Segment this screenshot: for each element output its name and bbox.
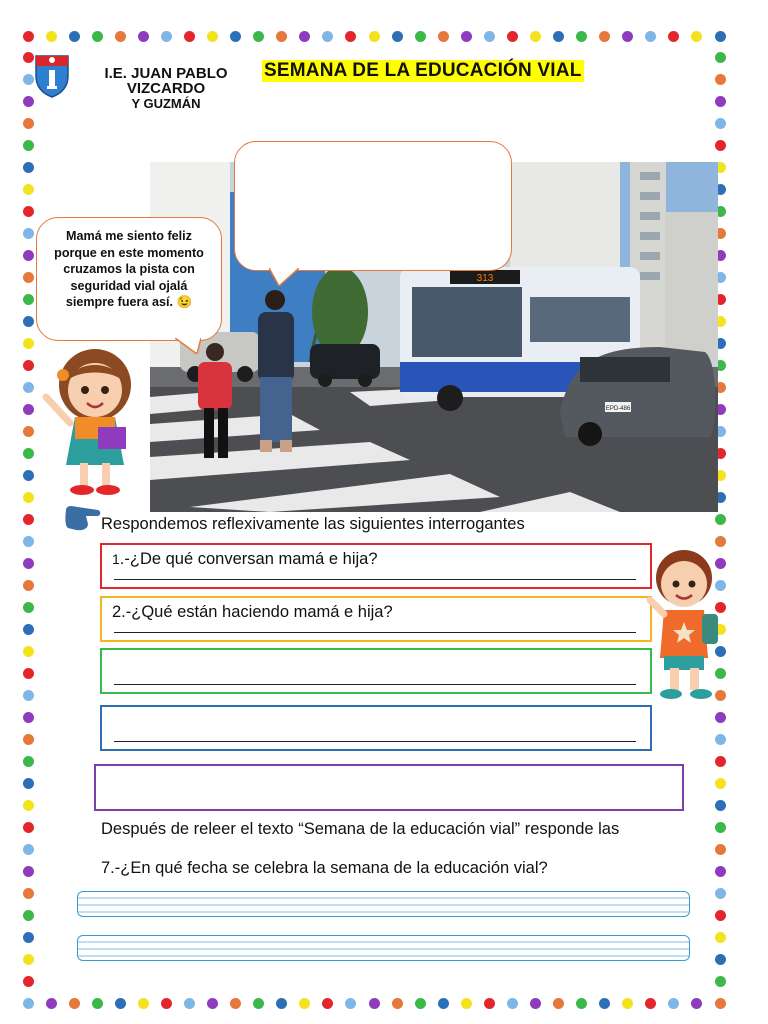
border-dot [715, 712, 726, 723]
border-dot [23, 470, 34, 481]
border-dot [23, 31, 34, 42]
border-dot [23, 426, 34, 437]
border-dot [715, 844, 726, 855]
question-number: 1 [112, 551, 120, 567]
border-dot [691, 31, 702, 42]
border-dot [415, 998, 426, 1009]
question-label: 2.-¿Qué están haciendo mamá e hija? [112, 603, 393, 621]
border-dot [23, 140, 34, 151]
border-dot [715, 96, 726, 107]
border-dot [23, 118, 34, 129]
border-dot [576, 31, 587, 42]
border-dot [23, 360, 34, 371]
answer-underline [114, 684, 636, 685]
border-dot [715, 52, 726, 63]
border-dot [23, 910, 34, 921]
border-dot [392, 31, 403, 42]
border-dot [23, 866, 34, 877]
border-dot [23, 580, 34, 591]
question-text [112, 550, 378, 569]
border-dot [622, 31, 633, 42]
bus-route-number: 313 [476, 273, 494, 284]
border-dot [322, 998, 333, 1009]
speech-bubble-mom [36, 217, 222, 341]
border-dot [484, 31, 495, 42]
border-dot [715, 118, 726, 129]
border-dot [23, 294, 34, 305]
school-name-line1: I.E. JUAN PABLO VIZCARDO [104, 65, 228, 97]
border-dot [438, 31, 449, 42]
answer-underline [114, 741, 636, 742]
border-dot [622, 998, 633, 1009]
border-dot [553, 31, 564, 42]
border-dot [715, 800, 726, 811]
border-dot [23, 250, 34, 261]
question-label: .-¿De qué conversan mamá e hija? [119, 550, 378, 568]
border-dot [23, 690, 34, 701]
border-dot [230, 31, 241, 42]
pointing-hand-icon [64, 504, 102, 532]
border-dot [715, 910, 726, 921]
border-dot [138, 31, 149, 42]
border-dot [23, 756, 34, 767]
border-dot [345, 31, 356, 42]
car-plate: EPD-486 [605, 406, 631, 412]
border-dot [484, 998, 495, 1009]
border-dot [369, 998, 380, 1009]
border-dot [23, 272, 34, 283]
border-dot [23, 338, 34, 349]
border-dot [392, 998, 403, 1009]
border-dot [369, 31, 380, 42]
border-dot [253, 998, 264, 1009]
border-dot [23, 712, 34, 723]
border-dot [23, 888, 34, 899]
border-dot [92, 31, 103, 42]
border-dot [23, 492, 34, 503]
border-dot [715, 756, 726, 767]
border-dot [715, 140, 726, 151]
school-crest-icon [32, 52, 72, 98]
border-dot [23, 778, 34, 789]
border-dot [461, 31, 472, 42]
border-dot [668, 31, 679, 42]
border-dot [184, 31, 195, 42]
page-title: SEMANA DE LA EDUCACIÓN VIAL [264, 60, 582, 81]
border-dot [715, 734, 726, 745]
border-dot [715, 866, 726, 877]
border-dot [23, 206, 34, 217]
school-name [76, 66, 256, 111]
border-dot [92, 998, 103, 1009]
border-dot [207, 31, 218, 42]
border-dot [23, 184, 34, 195]
border-dot [715, 998, 726, 1009]
question-box-3[interactable] [100, 648, 652, 694]
border-dot [715, 822, 726, 833]
border-dot [23, 96, 34, 107]
border-dot [715, 954, 726, 965]
border-dot [553, 998, 564, 1009]
border-dot [345, 998, 356, 1009]
question-text [112, 603, 393, 622]
border-dot [715, 31, 726, 42]
border-dot [23, 822, 34, 833]
answer-line-1[interactable] [77, 891, 690, 917]
border-dot [715, 74, 726, 85]
boy-cartoon-icon [646, 548, 722, 704]
border-dot [599, 31, 610, 42]
border-dot [23, 844, 34, 855]
border-dot [438, 998, 449, 1009]
instructions-text: Respondemos reflexivamente las siguientes interrogantes [101, 515, 525, 533]
border-dot [23, 624, 34, 635]
border-dot [161, 998, 172, 1009]
border-dot [207, 998, 218, 1009]
border-dot [23, 668, 34, 679]
border-dot [530, 31, 541, 42]
border-dot [23, 514, 34, 525]
border-dot [115, 31, 126, 42]
border-dot [115, 998, 126, 1009]
border-dot [23, 228, 34, 239]
border-dot [507, 31, 518, 42]
question-box-2[interactable] [100, 596, 652, 642]
border-dot [23, 602, 34, 613]
border-dot [276, 31, 287, 42]
answer-underline [114, 579, 636, 580]
bubble-tail-icon [269, 268, 299, 286]
border-dot [23, 382, 34, 393]
answer-box-5[interactable] [94, 764, 684, 811]
border-dot [23, 558, 34, 569]
answer-underline [114, 632, 636, 633]
border-dot [691, 998, 702, 1009]
border-dot [46, 31, 57, 42]
border-dot [23, 448, 34, 459]
empty-speech-bubble [234, 141, 512, 271]
border-dot [138, 998, 149, 1009]
border-dot [23, 954, 34, 965]
border-dot [715, 514, 726, 525]
answer-line-2[interactable] [77, 935, 690, 961]
border-dot [322, 31, 333, 42]
border-dot [415, 31, 426, 42]
border-dot [576, 998, 587, 1009]
border-dot [69, 31, 80, 42]
question-box-1[interactable] [100, 543, 652, 589]
border-dot [530, 998, 541, 1009]
question-box-4[interactable] [100, 705, 652, 751]
border-dot [23, 646, 34, 657]
border-dot [23, 998, 34, 1009]
girl-cartoon-icon [40, 345, 150, 500]
border-dot [715, 976, 726, 987]
bubble-tail-icon [175, 338, 201, 354]
reread-instruction-text: Después de releer el texto “Semana de la educación vial” responde las [101, 820, 620, 838]
border-dot [668, 998, 679, 1009]
border-dot [507, 998, 518, 1009]
border-dot [461, 998, 472, 1009]
border-dot [161, 31, 172, 42]
school-name-line2: Y GUZMÁN [131, 96, 201, 111]
border-dot [599, 998, 610, 1009]
border-dot [23, 800, 34, 811]
border-dot [715, 536, 726, 547]
border-dot [23, 976, 34, 987]
border-dot [184, 998, 195, 1009]
border-dot [715, 888, 726, 899]
border-dot [46, 998, 57, 1009]
border-dot [299, 998, 310, 1009]
border-dot [23, 932, 34, 943]
border-dot [299, 31, 310, 42]
border-dot [645, 31, 656, 42]
border-dot [276, 998, 287, 1009]
border-dot [645, 998, 656, 1009]
border-dot [23, 162, 34, 173]
border-dot [69, 998, 80, 1009]
border-dot [23, 536, 34, 547]
question-7: 7.-¿En qué fecha se celebra la semana de la educación vial? [101, 859, 548, 877]
border-dot [715, 932, 726, 943]
border-dot [23, 734, 34, 745]
border-dot [715, 778, 726, 789]
border-dot [23, 316, 34, 327]
border-dot [230, 998, 241, 1009]
speech-bubble-text: Mamá me siento feliz porque en este momento cruzamos la pista con seguridad vial ojalá siempre fuera así. 😉 [54, 229, 204, 309]
border-dot [253, 31, 264, 42]
border-dot [23, 404, 34, 415]
